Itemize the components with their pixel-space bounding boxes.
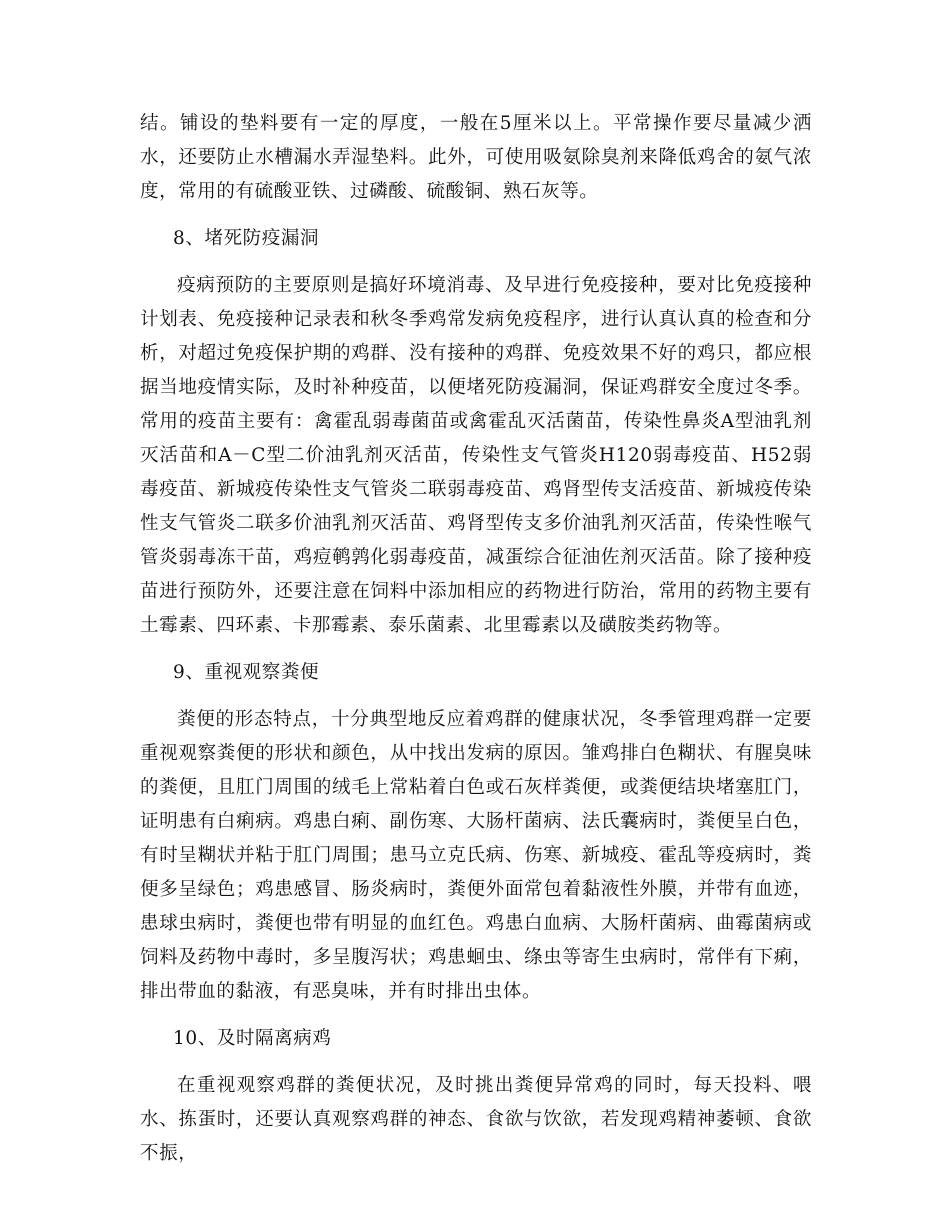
document-page	[140, 107, 812, 1171]
continuation-paragraph: 结。铺设的垫料要有一定的厚度，一般在5厘米以上。平常操作要尽量减少洒水，还要防止水槽漏水弄湿垫料。此外，可使用吸氨除臭剂来降低鸡舍的氨气浓度，常用的有硫酸亚铁、过磷酸、硫酸铜、熟石灰等。	[140, 113, 812, 202]
section-paragraph-10: 在重视观察鸡群的粪便状况，及时挑出粪便异常鸡的同时，每天投料、喂水、拣蛋时，还要认真观察鸡群的神态、食欲与饮欲，若发现鸡精神萎顿、食欲不振，	[140, 1075, 812, 1164]
paragraph-gap	[140, 643, 812, 656]
section-heading-8: 8、堵死防疫漏洞	[173, 228, 320, 249]
section-heading-10: 10、及时隔离病鸡	[173, 1028, 332, 1049]
paragraph-gap	[140, 256, 812, 269]
paragraph-gap	[140, 690, 812, 703]
paragraph-gap	[140, 1056, 812, 1069]
section-heading-9: 9、重视观察粪便	[173, 662, 320, 683]
section-paragraph-9: 粪便的形态特点，十分典型地反应着鸡群的健康状况，冬季管理鸡群一定要重视观察粪便的形状和颜色，从中找出发病的原因。雏鸡排白色糊状、有腥臭味的粪便，且肛门周围的绒毛上常粘着白色或石灰样粪便，或粪便结块堵塞肛门，证明患有白痢病。鸡患白痢、副伤寒、大肠杆菌病、法氏囊病时，粪便呈白色，有时呈糊状并粘于肛门周围；患马立克氏病、伤寒、新城疫、霍乱等疫病时，粪便多呈绿色；鸡患感冒、肠炎病时，粪便外面常包着黏液性外膜，并带有血迹，患球虫病时，粪便也带有明显的血红色。鸡患白血病、大肠杆菌病、曲霉菌病或饲料及药物中毒时，多呈腹泻状；鸡患蛔虫、绦虫等寄生虫病时，常伴有下痢，排出带血的黏液，有恶臭味，并有时排出虫体。	[140, 709, 812, 1002]
paragraph-gap	[140, 209, 812, 222]
paragraph-gap	[140, 1009, 812, 1022]
section-paragraph-8: 疫病预防的主要原则是搞好环境消毒、及早进行免疫接种，要对比免疫接种计划表、免疫接种记录表和秋冬季鸡常发病免疫程序，进行认真认真的检查和分析，对超过免疫保护期的鸡群、没有接种的鸡群、免疫效果不好的鸡只，都应根据当地疫情实际，及时补种疫苗，以便堵死防疫漏洞，保证鸡群安全度过冬季。常用的疫苗主要有：禽霍乱弱毒菌苗或禽霍乱灭活菌苗，传染性鼻炎A型油乳剂灭活苗和A－C型二价油乳剂灭活苗，传染性支气管炎H120弱毒疫苗、H52弱毒疫苗、新城疫传染性支气管炎二联弱毒疫苗、鸡肾型传支活疫苗、新城疫传染性支气管炎二联多价油乳剂灭活苗、鸡肾型传支多价油乳剂灭活苗，传染性喉气管炎弱毒冻干苗，鸡痘鹌鹑化弱毒疫苗，减蛋综合征油佐剂灭活苗。除了接种疫苗进行预防外，还要注意在饲料中添加相应的药物进行防治，常用的药物主要有土霉素、四环素、卡那霉素、泰乐菌素、北里霉素以及磺胺类药物等。	[140, 275, 812, 636]
